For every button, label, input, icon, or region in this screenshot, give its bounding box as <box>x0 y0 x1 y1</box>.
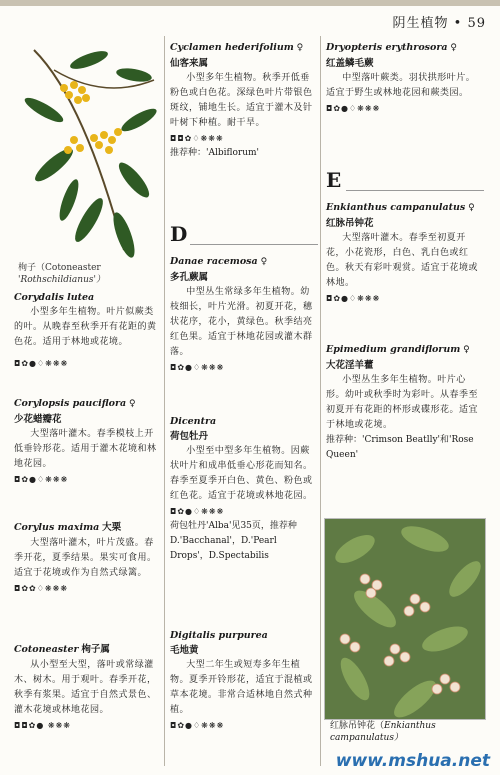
symbol-icons: ◘✿●♢❋❋❋ <box>326 104 381 113</box>
entry-text: 小型多年生植物。秋季开低垂粉色或白色花。深绿色叶片带银色斑纹，铺地生长。适宜于灌木及针叶树下种植。耐干旱。 <box>170 73 313 128</box>
entry-latin: Danae racemosa <box>170 256 258 267</box>
caption-latin: Enkianthus campanulatus） <box>330 721 436 743</box>
entry-latin: Corylus maxima <box>14 522 100 533</box>
entry-cn: 多孔蕨属 <box>170 272 209 283</box>
section-letter-e: E <box>326 168 342 192</box>
caption-latin-2: 'Rothschildianus'） <box>18 275 105 285</box>
entry-latin: Cotoneaster <box>14 644 79 655</box>
entry-text: 中型丛生常绿多年生植物。幼枝细长，叶片光滑。初夏开花，穗状花序，花小，黄绿色。秋季结亮红色果。适宜于林地花园或灌木群落。 <box>170 287 313 357</box>
photo-caption <box>18 262 162 286</box>
entry-text: 小型多年生植物。叶片似蕨类的叶。从晚春至秋季开有花距的黄色花。适用于林地或花境。 <box>14 307 157 347</box>
entry-corylopsis <box>14 396 162 487</box>
header-title <box>392 12 486 31</box>
entry-text: 大型落叶灌木。春季模枝上开低垂铃形花。适用于灌木花境和林地花园。 <box>14 429 157 469</box>
page-header <box>0 0 500 34</box>
column-divider-1 <box>164 36 165 766</box>
entry-cn: 仙客来属 <box>170 58 209 69</box>
symbol-icons: ◘✿●♢❋❋❋ <box>326 294 381 303</box>
page-number: 59 <box>467 16 486 31</box>
entry-latin: Dicentra <box>170 416 217 427</box>
recommended-variety: 推荐种：'Albiflorum' <box>170 148 260 158</box>
entry-text: 小型丛生多年生植物。叶片心形。幼叶或秋季时为彩叶。从春季至初夏开有花距的杯形或碟形花。适宜于林地或花境。 <box>326 375 479 430</box>
entry-danae <box>170 254 318 375</box>
entry-digitalis <box>170 628 318 733</box>
section-letter-d: D <box>170 222 188 246</box>
entry-cn: 少花蜡瓣花 <box>14 414 62 425</box>
entry-latin: Enkianthus campanulatus <box>326 202 466 213</box>
entry-latin: Digitalis purpurea <box>170 630 268 641</box>
entry-text: 大型落叶灌木，叶片茂盛。春季开花，夏季结果。果实可食用。适宜于花境或作为自然式绿篱。 <box>14 538 157 578</box>
entry-cn: 荷包牡丹 <box>170 431 209 442</box>
symbol-icons: ◘✿●♢❋❋❋ <box>170 507 225 516</box>
entry-latin: Corydalis lutea <box>14 292 95 303</box>
header-bar <box>0 0 500 6</box>
symbol-icons: ◘✿●♢❋❋❋ <box>14 359 69 368</box>
entry-dicentra <box>170 414 318 564</box>
enkianthus-photo <box>324 518 486 720</box>
caption-latin: Cotoneaster <box>45 263 101 273</box>
symbol-icons: ◘◘✿● ❋❋❋ <box>14 721 71 730</box>
letter-rule <box>346 190 484 191</box>
entry-enkianthus <box>326 200 484 306</box>
photo-caption-2 <box>330 720 484 744</box>
recommended-variety: 推荐种：'Crimson Beatlly'和'Rose Queen' <box>326 435 474 460</box>
pot-icon: ♀ <box>463 345 470 355</box>
symbol-icons: ◘✿✿♢❋❋❋ <box>14 584 69 593</box>
entry-dryopteris <box>326 40 484 116</box>
symbol-icons: ◘✿●♢❋❋❋ <box>170 363 225 372</box>
entry-text: 中型落叶蕨类。羽状拱形叶片。适宜于野生或林地花园和蕨类园。 <box>326 73 476 98</box>
pot-icon: ♀ <box>450 43 457 53</box>
caption-cn: 红脉吊钟花（ <box>330 721 385 731</box>
column-divider-2 <box>320 36 321 766</box>
entry-text: 小型至中型多年生植物。因蕨状叶片和成串低垂心形花而知名。春季至夏季开白色、黄色、粉色或红色花。适宜于花境或林地花园。 <box>170 446 313 501</box>
section-title: 阴生植物 <box>392 16 449 31</box>
letter-rule <box>190 244 318 245</box>
entry-cn: 栒子属 <box>81 644 110 655</box>
symbol-icons: ◘◘✿♢❋❋❋ <box>170 134 224 143</box>
entry-latin: Cyclamen hederifolium <box>170 42 294 53</box>
entry-cn: 大栗 <box>102 522 122 533</box>
entry-text: 大型落叶灌木。春季至初夏开花，小花瓷形，白色、乳白色或红色。秋天有彩叶观赏。适宜于花境或林地。 <box>326 233 479 288</box>
entry-latin: Corylopsis pauciflora <box>14 398 127 409</box>
bullet: • <box>453 16 463 31</box>
entry-cn: 毛地黄 <box>170 645 199 656</box>
recommended-variety: 荷包牡丹'Alba'见35页，推荐种D.'Bacchanal'，D.'Pearl Drops'，D.Spectabilis <box>170 521 297 561</box>
symbol-icons: ◘✿●♢❋❋❋ <box>14 475 69 484</box>
entry-text: 大型二年生或短寿多年生植物。夏季开铃形花，适宜于混植或草本花境。非常合适林地自然式种植。 <box>170 660 313 715</box>
entry-cn: 红脉吊钟花 <box>326 218 374 229</box>
pot-icon: ♀ <box>296 43 304 53</box>
watermark: www.mshua.net <box>335 751 490 771</box>
caption-cn: 栒子（ <box>18 263 46 273</box>
entry-latin: Dryopteris erythrosora <box>326 42 448 53</box>
entry-epimedium <box>326 342 484 463</box>
symbol-icons: ◘✿●♢❋❋❋ <box>170 721 225 730</box>
pot-icon: ♀ <box>468 203 475 213</box>
entry-cotoneaster <box>14 642 162 733</box>
entry-corylus <box>14 520 162 596</box>
entry-cn: 红盖鳞毛蕨 <box>326 58 374 69</box>
entry-text: 从小型至大型，落叶或常绿灌木、树木。用于观叶。春季开花，秋季有浆果。适宜于自然式景色、灌木花境或林地花园。 <box>14 660 157 715</box>
cotoneaster-photo <box>14 40 162 260</box>
entry-corydalis <box>14 290 162 371</box>
entry-latin: Epimedium grandiflorum <box>326 344 461 355</box>
entry-cn: 大花淫羊藿 <box>326 360 374 371</box>
pot-icon: ♀ <box>129 399 136 409</box>
entry-cyclamen <box>170 40 318 161</box>
pot-icon: ♀ <box>260 257 268 267</box>
